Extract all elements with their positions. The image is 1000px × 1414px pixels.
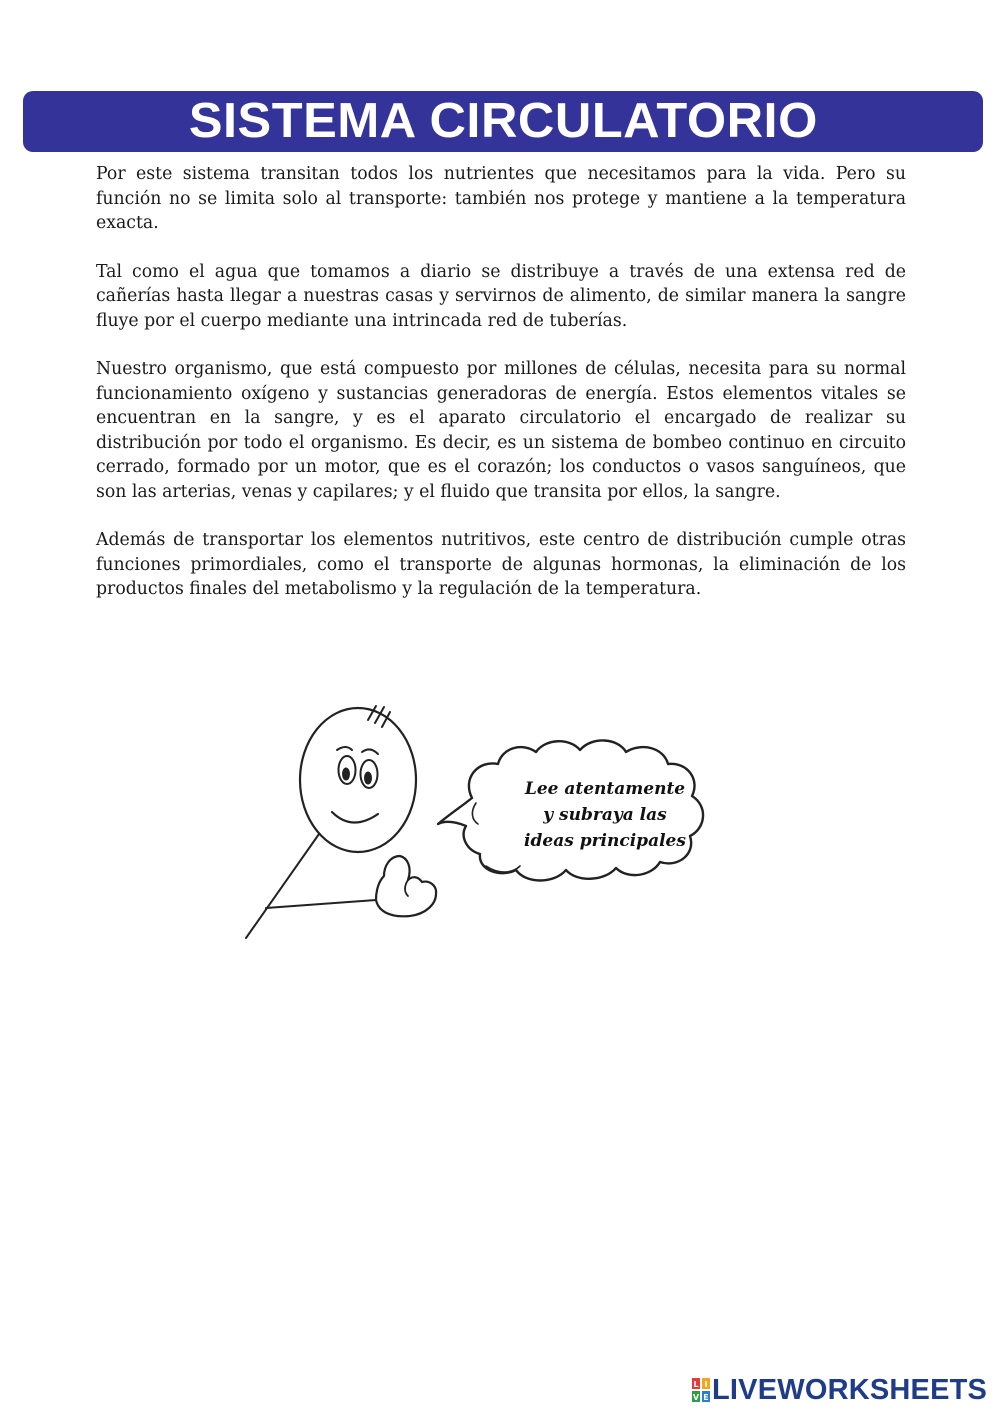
paragraph-3: Nuestro organismo, que está compuesto por millones de células, necesita para su normal funcionamiento oxígeno y sustancias generadoras de energía. Estos elementos vitales se encuentran en la sangre, y es el aparato circulatorio el encargado de realizar su distribución por todo el organismo. Es decir, es un sistema de bombeo continuo en circuito cerrado, formado por un motor, que es el corazón; los conductos o vasos sanguíneos, que son las arterias, venas y capilares; y el fluido que transita por ellos, la sangre. — [96, 359, 906, 502]
logo-letter-i: I — [704, 1380, 708, 1389]
logo-letter-e: E — [703, 1393, 709, 1402]
bubble-line-2: y subraya las — [543, 805, 667, 825]
paragraph-2: Tal como el agua que tomamos a diario se distribuye a través de una extensa red de cañerías hasta llegar a nuestras casas y servirnos de alimento, de similar manera la sangre fluye por el cuerpo mediante una intrincada red de tuberías. — [96, 261, 906, 331]
page-title: SISTEMA CIRCULATORIO — [188, 94, 818, 148]
cartoon-head — [300, 706, 416, 852]
reading-text — [96, 162, 906, 626]
cartoon-body — [246, 834, 376, 938]
paragraph-4: Además de transportar los elementos nutritivos, este centro de distribución cumple otras funciones primordiales, como el transporte de algunas hormonas, la eliminación de los productos finales del metabolismo y la regulación de la temperatura. — [96, 530, 906, 599]
brand-name: LIVEWORKSHEETS — [712, 1373, 988, 1406]
liveworksheets-logo-icon — [692, 1378, 710, 1402]
bubble-line-1: Lee atentamente — [524, 779, 686, 799]
liveworksheets-brand[interactable] — [692, 1374, 987, 1406]
title-banner — [23, 91, 983, 152]
paragraph-1: Por este sistema transitan todos los nutrientes que necesitamos para la vida. Pero su función no se limita solo al transporte: también nos protege y mantiene a la temperatura exacta. — [96, 164, 906, 233]
speech-bubble-text — [505, 776, 705, 854]
logo-letter-v: V — [692, 1393, 700, 1402]
bubble-line-3: ideas principales — [524, 831, 686, 851]
logo-letter-l: L — [693, 1380, 699, 1389]
